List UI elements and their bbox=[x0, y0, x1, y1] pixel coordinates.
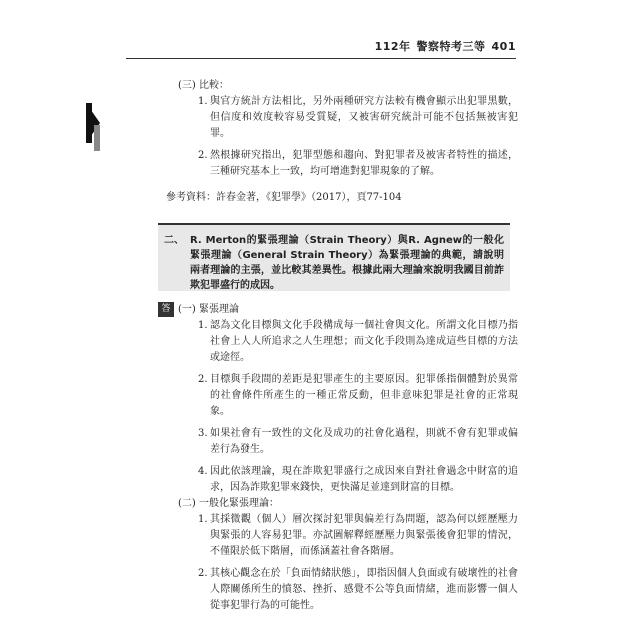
item-number: 1. bbox=[198, 96, 208, 107]
item-text: 目標與手段間的差距是犯罪產生的主要原因。犯罪係指個體對於異常的社會條件所產生的一種正常反動，但非意味犯罪是社會的正常現象。 bbox=[210, 374, 518, 417]
list-item bbox=[198, 148, 518, 180]
page-header bbox=[369, 38, 516, 54]
question-text: R. Merton的緊張理論（Strain Theory）與R. Agnew的一般化緊張理論（General Strain Theory）為緊張理論的典範，請說明兩者理論的主張，並比較其差異性。根據此兩大理論來說明我國目前詐欺犯罪盛行的成因。 bbox=[190, 235, 504, 291]
item-text: 如果社會有一致性的文化及成功的社會化過程，則就不會有犯罪或偏差行為發生。 bbox=[210, 428, 518, 455]
item-text: 其核心觀念在於「負面情緒狀態」，即指因個人負面或有破壞性的社會人際關係所生的憤怒、挫折、感覺不公等負面情緒，進而影響一個人從事犯罪行為的可能性。 bbox=[210, 568, 518, 611]
item-number: 3. bbox=[198, 428, 208, 439]
list-item bbox=[198, 566, 518, 614]
item-text: 其採微觀（個人）層次探討犯罪與偏差行為問題，認為何以經歷壓力與緊張的人容易犯罪。亦試圖解釋經歷壓力與緊張後會犯罪的情況，不僅限於低下階層，而係涵蓋社會各階層。 bbox=[210, 514, 518, 557]
item-number: 1. bbox=[198, 514, 208, 525]
header-rule bbox=[126, 58, 516, 59]
list-item bbox=[198, 372, 518, 420]
item-number: 2. bbox=[198, 150, 208, 161]
list-item bbox=[198, 512, 518, 560]
item-text: 認為文化目標與文化手段構成每一個社會與文化。所謂文化目標乃指社會上人人所追求之人生理想；而文化手段則為達成這些目標的方法或途徑。 bbox=[210, 320, 518, 363]
answer-part-1-title-row bbox=[158, 302, 518, 318]
header-title: 警察特考三等 bbox=[416, 40, 486, 53]
list-item bbox=[198, 94, 518, 142]
list-item bbox=[198, 318, 518, 366]
item-text: 然根據研究指出，犯罪型態和趨向、對犯罪者及被害者特性的描述，三種研究基本上一致，均可增進對犯罪現象的了解。 bbox=[210, 150, 518, 177]
answer-part-2-title: (二) 一般化緊張理論： bbox=[178, 498, 279, 509]
item-number: 1. bbox=[198, 320, 208, 331]
answer-part-1-title: (一) 緊張理論 bbox=[178, 304, 239, 315]
question-number: 二、 bbox=[164, 235, 184, 246]
previous-section bbox=[168, 78, 518, 206]
header-page: 401 bbox=[491, 40, 516, 53]
item-text: 與官方統計方法相比，另外兩種研究方法較有機會顯示出犯罪黑數，但信度和效度較容易受質疑，又被害研究統計可能不包括無被害犯罪。 bbox=[210, 96, 518, 139]
edge-tab-grey bbox=[94, 125, 100, 151]
answer-section bbox=[158, 302, 518, 614]
question-box bbox=[158, 223, 510, 291]
reference-note: 參考資料：許春金著，《犯罪學》（2017），頁77-104 bbox=[166, 192, 402, 203]
item-text: 因此依該理論，現在詐欺犯罪盛行之成因來自對社會過念中財富的追求，因為詐欺犯罪來錢快，更快滿足並達到財富的目標。 bbox=[210, 466, 518, 493]
list-item bbox=[198, 426, 518, 458]
item-number: 2. bbox=[198, 568, 208, 579]
list-item bbox=[198, 464, 518, 496]
item-number: 2. bbox=[198, 374, 208, 385]
header-year: 112年 bbox=[374, 40, 411, 53]
answer-badge: 答 bbox=[158, 302, 174, 317]
section-title: (三) 比較： bbox=[178, 80, 229, 91]
item-number: 4. bbox=[198, 466, 208, 477]
